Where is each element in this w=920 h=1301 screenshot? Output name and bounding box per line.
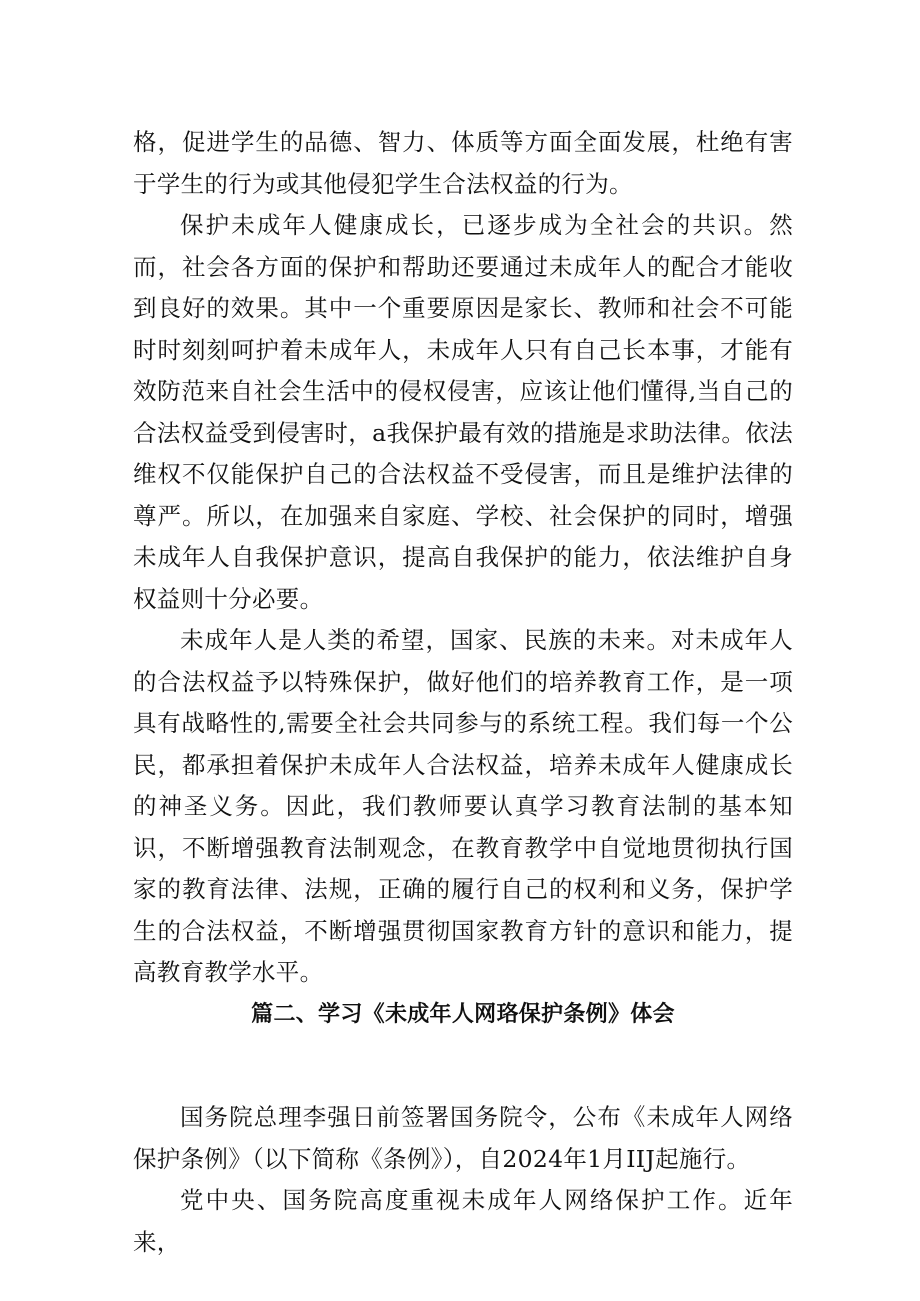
paragraph-party-central: 党中央、国务院高度重视未成年人网络保护工作。近年来， [133, 1186, 793, 1256]
paragraph-social-consensus: 保护未成年人健康成长，已逐步成为全社会的共识。然而，社会各方面的保护和帮助还要通过未成年人的配合才能收到良好的效果。其中一个重要原因是家长、教师和社会不可能时时刻刻呵护着未成年人，未成年人只有自己长本事，才能有效防范来自社会生活中的侵权侵害，应该让他们懂得,当自己的合法权益受到侵害时，a我保护最有效的措施是求助法律。依法维权不仅能保护自己的合法权益不受侵害，而且是维护法律的尊严。所以，在加强来自家庭、学校、社会保护的同时，增强未成年人自我保护意识，提高自我保护的能力，依法维护自身权益则十分必要。 [133, 211, 793, 613]
paragraph-state-council-order: 国务院总理李强日前签署国务院令，公布《未成年人网络保护条例》（以下简称《条例》），自2024年1月IIJ起施行。 [133, 1103, 793, 1173]
document-page [133, 122, 793, 1263]
section-gap [133, 1035, 793, 1097]
paragraph-continuation: 格，促进学生的品德、智力、体质等方面全面发展，杜绝有害于学生的行为或其他侵犯学生合法权益的行为。 [133, 128, 793, 198]
paragraph-minors-future: 未成年人是人类的希望，国家、民族的未来。对未成年人的合法权益予以特殊保护，做好他们的培养教育工作，是一项具有战略性的,需要全社会共同参与的系统工程。我们每一个公民，都承担着保护未成年人合法权益，培养未成年人健康成长的神圣义务。因此，我们教师要认真学习教育法制的基本知识，不断增强教育法制观念，在教育教学中自觉地贯彻执行国家的教育法律、法规，正确的履行自己的权利和义务，保护学生的合法权益，不断增强贯彻国家教育方针的意识和能力，提高教育教学水平。 [133, 626, 793, 986]
section-heading: 篇二、学习《未成年人网珞保护条例》体会 [251, 1001, 675, 1027]
